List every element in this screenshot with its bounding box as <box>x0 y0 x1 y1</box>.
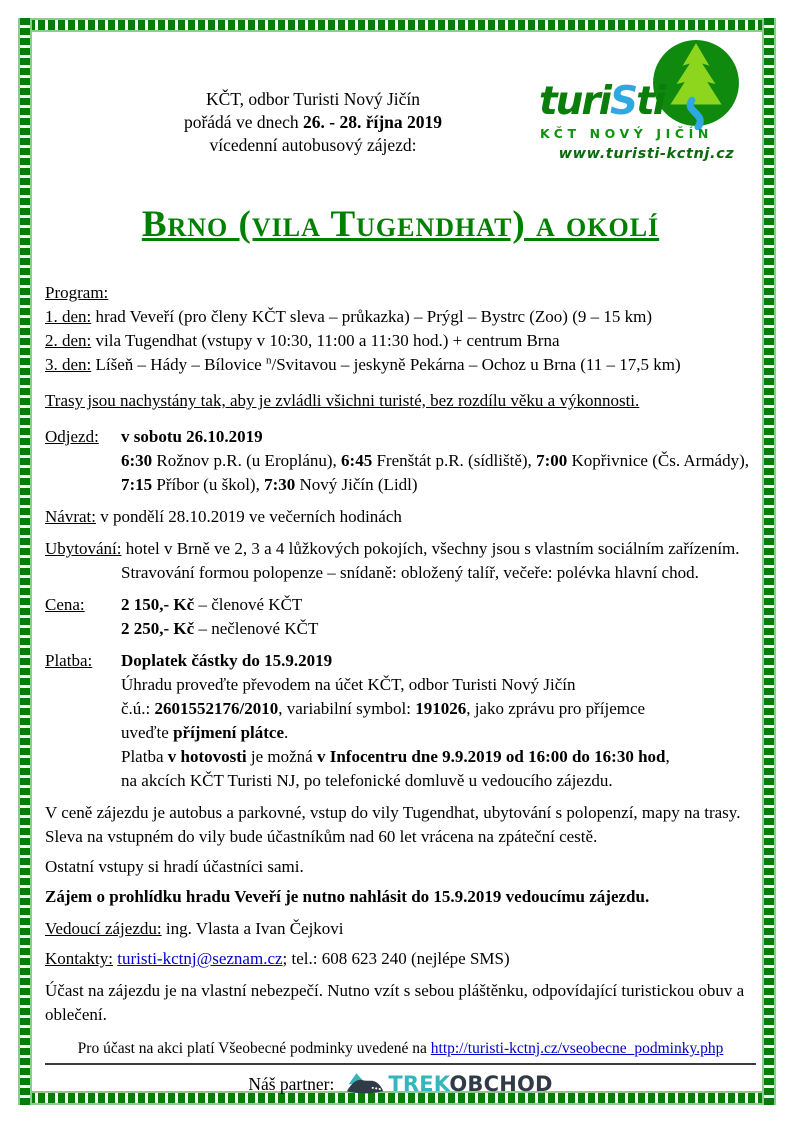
price-rows <box>121 593 756 641</box>
section-contacts <box>45 947 756 971</box>
payment-cash-note: na akcích KČT Turisti NJ, po telefonické domluvě u vedoucího zájezdu. <box>121 771 613 790</box>
section-payment <box>45 649 756 793</box>
club-logo <box>539 38 754 164</box>
departure-label: Odjezd: <box>45 427 99 446</box>
payment-details <box>121 649 756 793</box>
program-note: Trasy jsou nachystány tak, aby je zvládli všichni turisté, bez rozdílu věku a výkonnosti. <box>45 391 640 410</box>
partner-row <box>45 1072 756 1096</box>
return-label: Návrat: <box>45 507 96 526</box>
organizer-line: KČT, odbor Turisti Nový Jičín <box>205 89 421 109</box>
day-2-route: vila Tugendhat (vstupy v 10:30, 11:00 a 11:30 hod.) + centrum Brna <box>91 331 560 350</box>
page-title: Brno (vila Tugendhat) a okolí <box>141 204 660 245</box>
mountain-logo-icon <box>346 1072 384 1096</box>
section-program <box>45 281 756 413</box>
departure-stops: 6:30 Rožnov p.R. (u Eroplánu), 6:45 Frenštát p.R. (sídliště), 7:00 Kopřivnice (Čs. Armády), 7:15 Příbor (u škol), 7:30 Nový Jičín (Lidl) <box>121 451 750 494</box>
terms-text: Pro účast na akci platí Všeobecné podminky uvedené na <box>77 1040 431 1057</box>
price-row-nonmembers: 2 250,- Kč – nečlenové KČT <box>121 619 319 638</box>
day-3-superscript: n <box>265 354 272 367</box>
price-row-members: 2 150,- Kč – členové KČT <box>121 595 303 614</box>
program-day-1 <box>45 305 756 329</box>
email-link[interactable]: turisti-kctnj@seznam.cz <box>117 949 283 968</box>
page-border-right <box>762 18 776 1105</box>
departure-details <box>121 425 756 497</box>
website-link[interactable]: www.turisti-kctnj.cz <box>558 146 735 162</box>
account-number: 2601552176/2010 <box>154 699 279 718</box>
brand-post: ti <box>636 79 665 124</box>
leaders-label: Vedoucí zájezdu: <box>45 919 162 938</box>
section-accommodation <box>45 537 756 585</box>
partner-label: Náš partner: <box>248 1073 335 1094</box>
day-3-route-pre: Líšeň – Hády – Bílovice <box>91 355 266 374</box>
flyer-content <box>45 32 756 1096</box>
payment-deadline: Doplatek částky do 15.9.2019 <box>121 651 333 670</box>
program-heading: Program: <box>45 283 109 302</box>
page-border-left <box>18 18 32 1105</box>
payment-account: č.ú.: 2601552176/2010, variabilní symbol: 191026, jako zprávu pro příjemce <box>121 699 646 718</box>
terms-line <box>45 1039 756 1065</box>
date-line <box>113 111 513 134</box>
date-range: 26. - 28. října 2019 <box>303 112 443 132</box>
brand-wordmark <box>539 79 754 124</box>
day-1-label: 1. den: <box>45 307 92 326</box>
contacts-label: Kontakty: <box>45 949 113 968</box>
partner-name: TREKOBCHOD <box>388 1072 553 1096</box>
date-prefix: pořádá ve dnech <box>183 112 303 132</box>
page-border-top <box>18 18 776 32</box>
payment-transfer: Úhradu proveďte převodem na účet KČT, odbor Turisti Nový Jičín <box>121 675 576 694</box>
accommodation-text: hotel v Brně ve 2, 3 a 4 lůžkových pokojích, všechny jsou s vlastním sociálním zařízením. Stravování formou polopenze – snídaně: obložený talíř, večeře: polévka hlavní chod. <box>121 539 740 582</box>
return-text: v pondělí 28.10.2019 ve večerních hodinách <box>95 507 402 526</box>
terms-link[interactable]: http://turisti-kctnj.cz/vseobecne_podminky.php <box>430 1040 724 1057</box>
header-text <box>113 88 513 157</box>
note-includes: V ceně zájezdu je autobus a parkovné, vstup do vily Tugendhat, ubytování s polopenzí, mapy na trasy. Sleva na vstupném do vily bude účastníkům nad 60 let vrácena na zpáteční cestě. <box>45 803 741 846</box>
payment-payer-note: uveďte příjmení plátce. <box>121 723 289 742</box>
brand-s-glyph: S <box>610 79 637 124</box>
price-label: Cena: <box>45 595 85 614</box>
note-veveri: Zájem o prohlídku hradu Veveří je nutno nahlásit do 15.9.2019 vedoucímu zájezdu. <box>45 887 650 906</box>
departure-date: v sobotu 26.10.2019 <box>121 427 263 446</box>
day-3-route-post: /Svitavou – jeskyně Pekárna – Ochoz u Brna (11 – 17,5 km) <box>271 355 681 374</box>
section-price <box>45 593 756 641</box>
section-departure <box>45 425 756 497</box>
logo-subtitle: KČT NOVÝ JIČÍN <box>540 126 713 141</box>
contacts-phone: ; tel.: 608 623 240 (nejlépe SMS) <box>282 949 510 968</box>
section-return <box>45 505 756 529</box>
note-other-fees: Ostatní vstupy si hradí účastníci sami. <box>45 857 304 876</box>
disclaimer: Účast na zájezdu je na vlastní nebezpečí. Nutno vzít s sebou pláštěnku, odpovídající turistickou obuv a oblečení. <box>45 981 745 1024</box>
program-day-2 <box>45 329 756 353</box>
header <box>45 32 756 164</box>
variable-symbol: 191026 <box>415 699 467 718</box>
payment-cash-option: Platba v hotovosti je možná v Infocentru dne 9.9.2019 od 16:00 do 16:30 hod, <box>121 747 670 766</box>
leaders-names: ing. Vlasta a Ivan Čejkovi <box>161 919 344 938</box>
day-2-label: 2. den: <box>45 331 92 350</box>
day-1-route: hrad Veveří (pro členy KČT sleva – průkazka) – Prýgl – Bystrc (Zoo) (9 – 15 km) <box>91 307 652 326</box>
section-leaders <box>45 917 756 941</box>
payment-label: Platba: <box>45 651 93 670</box>
day-3-label: 3. den: <box>45 355 92 374</box>
accommodation-label: Ubytování: <box>45 539 122 558</box>
program-day-3 <box>45 353 756 377</box>
trip-type-line: vícedenní autobusový zájezd: <box>209 135 417 155</box>
brand-pre: turi <box>539 79 611 124</box>
partner-logo <box>346 1072 552 1096</box>
